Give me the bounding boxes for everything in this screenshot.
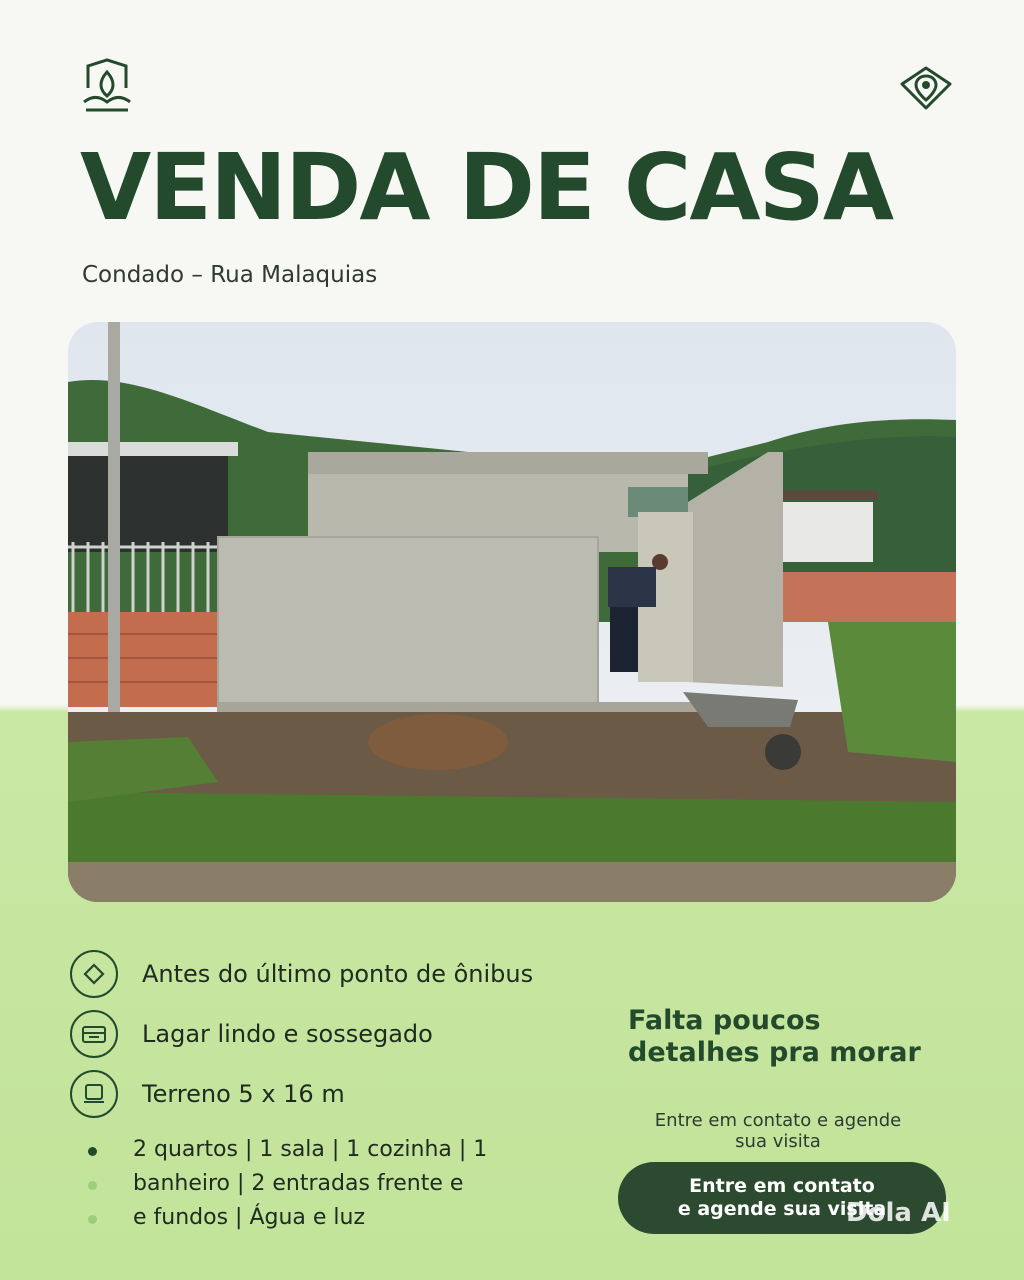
feature-text: Antes do último ponto de ônibus <box>142 960 534 988</box>
tag-icon <box>70 950 118 998</box>
location-subtitle: Condado – Rua Malaquias <box>82 262 378 288</box>
house-under-construction-photo <box>68 322 956 902</box>
land-icon <box>70 1070 118 1118</box>
contact-button[interactable]: Entre em contato e agende sua visita <box>618 1162 946 1234</box>
list-item: e fundos | Água e luz <box>88 1201 508 1235</box>
feature-land-size <box>70 1070 345 1118</box>
list-item: banheiro | 2 entradas frente e <box>88 1167 508 1201</box>
feature-text: Lagar lindo e sossegado <box>142 1020 433 1048</box>
house-icon <box>70 1010 118 1058</box>
house-hand-logo-icon <box>80 58 134 116</box>
watermark: Dola AI <box>846 1198 951 1228</box>
side-headline: Falta poucos detalhes pra morar <box>628 1005 921 1068</box>
room-details-list <box>88 1133 508 1235</box>
feature-quiet-place <box>70 1010 433 1058</box>
feature-text: Terreno 5 x 16 m <box>142 1080 345 1108</box>
bullet-dot <box>88 1147 97 1156</box>
location-pin-icon <box>898 62 954 114</box>
bullet-dot <box>88 1181 97 1190</box>
contact-note: Entre em contato e agende sua visita <box>654 1110 902 1152</box>
page-title: VENDA DE CASA <box>80 134 893 241</box>
list-item: 2 quartos | 1 sala | 1 cozinha | 1 <box>88 1133 508 1167</box>
bullet-dot <box>88 1215 97 1224</box>
feature-bus-stop <box>70 950 533 998</box>
